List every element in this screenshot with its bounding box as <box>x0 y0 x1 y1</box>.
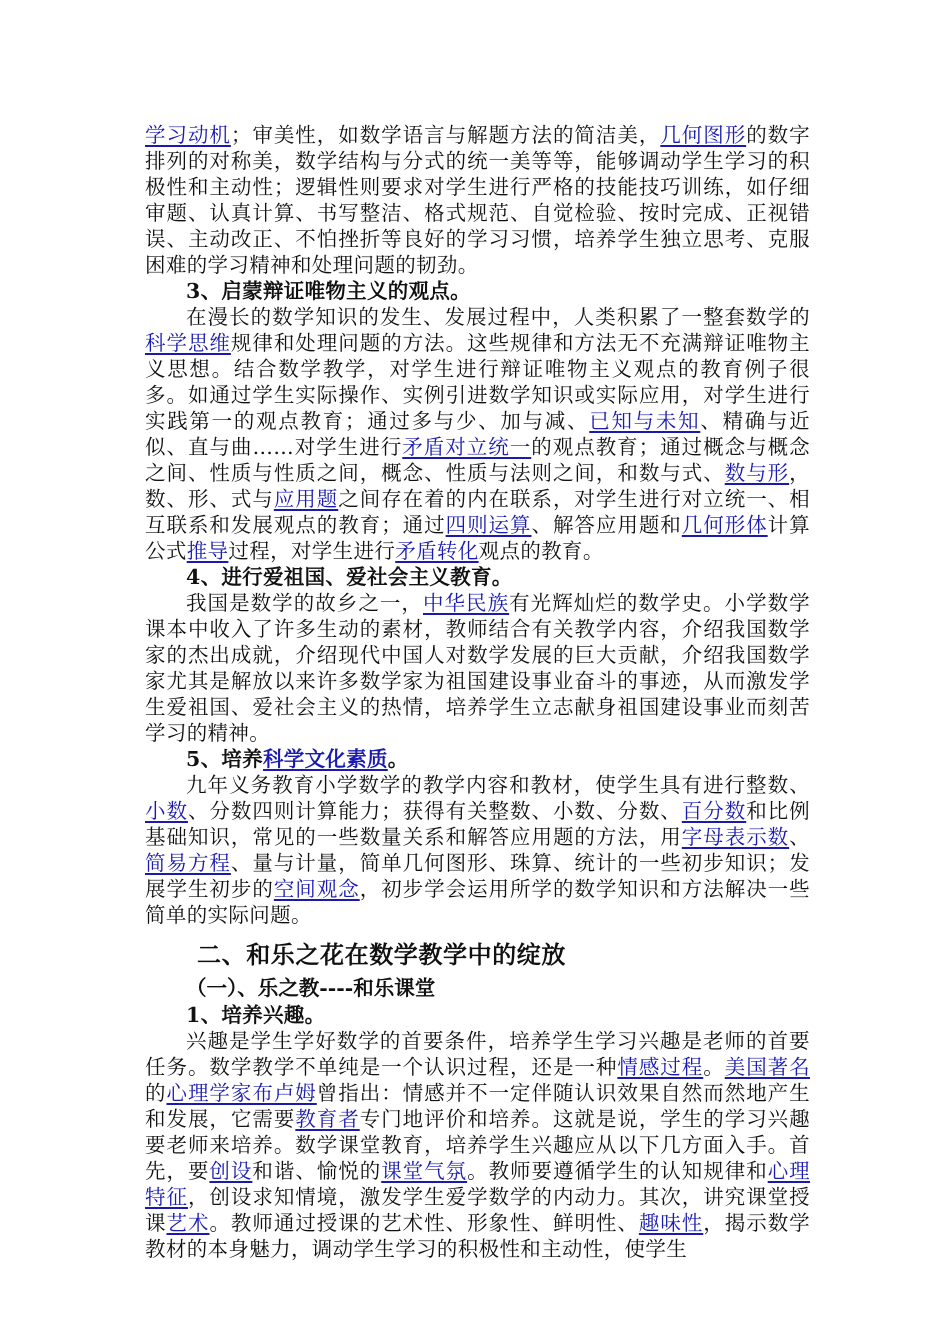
text-run: 。教师通过授课的艺术性、形象性、鲜明性、 <box>209 1211 639 1235</box>
paragraph <box>145 1028 810 1262</box>
hyperlink[interactable]: 中华民族 <box>422 591 510 615</box>
text-run: 。 <box>703 1055 725 1079</box>
section-heading <box>145 278 810 304</box>
section-heading <box>145 564 810 590</box>
text-run: 计算公式 <box>145 513 810 563</box>
hyperlink[interactable]: 空间观念 <box>273 877 360 901</box>
text-run: 在漫长的数学知识的发生、发展过程中，人类积累了一整套数学的 <box>186 305 810 329</box>
text-run: 有光辉灿烂的数学史。小学数学课本中收入了许多生动的素材，教师结合有关教学内容，介绍我国数学家的杰出成就，介绍现代中国人对数学发展的巨大贡献，介绍我国数学家尤其是解放以来许多数学家为祖国建设事业奋斗的事迹，从而激发学生爱祖国、爱社会主义的热情，培养学生立志献身祖国建设事业而刻苦学习的精神。 <box>145 591 810 745</box>
text-run: 和谐、愉悦的 <box>252 1159 382 1183</box>
hyperlink[interactable]: 艺术 <box>166 1211 210 1235</box>
text-run: 1、培养兴趣。 <box>186 1003 326 1027</box>
text-run: （一）、乐之教----和乐课堂 <box>186 976 436 1000</box>
paragraph <box>145 772 810 928</box>
text-run: 、精确与近似、直与曲……对学生进行 <box>145 409 811 459</box>
text-run: ，数、形、式与 <box>145 461 810 511</box>
text-run: ，揭示数学教材的本身魅力，调动学生学习的积极性和主动性，使学生 <box>145 1211 811 1261</box>
text-run: 曾指出：情感并不一定伴随认识效果自然而然地产生和发展，它需要 <box>145 1081 810 1131</box>
text-run: 之间存在着的内在联系，对学生进行对立统一、相互联系和发展观点的教育；通过 <box>145 487 810 537</box>
text-run: 二、和乐之花在数学教学中的绽放 <box>197 940 566 969</box>
text-run: 3、启蒙辩证唯物主义的观点。 <box>186 279 471 303</box>
hyperlink[interactable]: 科学思维 <box>145 331 231 355</box>
text-run: 规律和处理问题的方法。这些规律和方法无不充满辩证唯物主义思想。结合数学教学，对学生进行辩证唯物主义观点的教育例子很多。如通过学生实际操作、实例引进数学知识或实际应用，对学生进行实践第一的观点教育；通过多与少、加与减、 <box>145 331 810 433</box>
section-heading <box>145 746 810 772</box>
text-run: 的数字排列的对称美，数学结构与分式的统一美等等，能够调动学生学习的积极性和主动性；逻辑性则要求对学生进行严格的技能技巧训练，如仔细审题、认真计算、书写整洁、格式规范、自觉检验、按时完成、正视错误、主动改正、不怕挫折等良好的学习习惯，培养学生独立思考、克服困难的学习精神和处理问题的韧劲。 <box>145 123 810 277</box>
hyperlink[interactable]: 矛盾转化 <box>395 539 479 563</box>
text-run: 4、进行爱祖国、爱社会主义教育。 <box>186 565 513 589</box>
text-run: 。教师要遵循学生的认知规律和 <box>467 1159 768 1183</box>
hyperlink[interactable]: 小数 <box>145 799 188 823</box>
paragraph <box>145 590 810 746</box>
hyperlink[interactable]: 几何图形 <box>660 123 747 147</box>
hyperlink[interactable]: 情感过程 <box>617 1055 704 1079</box>
hyperlink[interactable]: 学习动机 <box>145 123 231 147</box>
hyperlink[interactable]: 趣味性 <box>638 1211 704 1235</box>
hyperlink[interactable]: 已知与未知 <box>589 409 701 433</box>
text-run: 观点的教育。 <box>478 539 604 563</box>
text-run: 我国是数学的故乡之一， <box>186 591 423 615</box>
hyperlink[interactable]: 创设 <box>209 1159 253 1183</box>
text-run: 、分数四则计算能力；获得有关整数、小数、分数、 <box>187 799 682 823</box>
subsection-heading <box>145 974 810 1002</box>
text-run: 、量与计量，简单几何图形、珠算、统计的一些初步知识；发展学生初步的 <box>145 851 810 901</box>
hyperlink[interactable]: 心理学家布卢姆 <box>166 1081 317 1105</box>
paragraph <box>145 122 810 278</box>
hyperlink[interactable]: 应用题 <box>273 487 339 511</box>
text-run: 的 <box>145 1081 167 1105</box>
paragraph <box>145 304 810 564</box>
document-page <box>145 122 810 1262</box>
hyperlink[interactable]: 矛盾对立统一 <box>402 435 532 459</box>
hyperlink[interactable]: 科学文化素质 <box>262 747 388 771</box>
text-run: 、解答应用题和 <box>531 513 682 537</box>
hyperlink[interactable]: 四则运算 <box>445 513 532 537</box>
hyperlink[interactable]: 简易方程 <box>145 851 231 875</box>
hyperlink[interactable]: 字母表示数 <box>681 825 790 849</box>
text-run: 的观点教育；通过概念与概念之间、性质与性质之间，概念、性质与法则之间，和数与式、 <box>145 435 810 485</box>
text-run: ；审美性，如数学语言与解题方法的简洁美， <box>230 123 661 147</box>
text-run: ，创设求知情境，激发学生爱学数学的内动力。其次，讲究课堂授课 <box>145 1185 810 1235</box>
hyperlink[interactable]: 美国著名 <box>724 1055 810 1079</box>
hyperlink[interactable]: 数与形 <box>724 461 790 485</box>
text-run: 。 <box>387 747 409 771</box>
hyperlink[interactable]: 心理特征 <box>145 1159 811 1209</box>
hyperlink[interactable]: 教育者 <box>295 1107 360 1131</box>
hyperlink[interactable]: 课堂气氛 <box>381 1159 468 1183</box>
text-run: ，初步学会运用所学的数学知识和方法解决一些简单的实际问题。 <box>145 877 810 927</box>
text-run: 、 <box>789 825 811 849</box>
text-run: 兴趣是学生学好数学的首要条件，培养学生学习兴趣是老师的首要任务。数学教学不单纯是一个认识过程，还是一种 <box>145 1029 810 1079</box>
hyperlink[interactable]: 百分数 <box>681 799 747 823</box>
text-run: 5、培养 <box>186 747 263 771</box>
text-run: 九年义务教育小学数学的教学内容和教材，使学生具有进行整数、 <box>186 773 810 797</box>
hyperlink[interactable]: 几何形体 <box>681 513 768 537</box>
section-heading <box>145 1002 810 1028</box>
text-run: 过程，对学生进行 <box>228 539 396 563</box>
text-run: 和比例基础知识，常见的一些数量关系和解答应用题的方法，用 <box>145 799 810 849</box>
text-run: 专门地评价和培养。这就是说，学生的学习兴趣要老师来培养。数学课堂教育，培养学生兴趣应从以下几方面入手。首先，要 <box>145 1107 810 1183</box>
chapter-heading <box>145 940 810 970</box>
hyperlink[interactable]: 推导 <box>186 539 229 563</box>
